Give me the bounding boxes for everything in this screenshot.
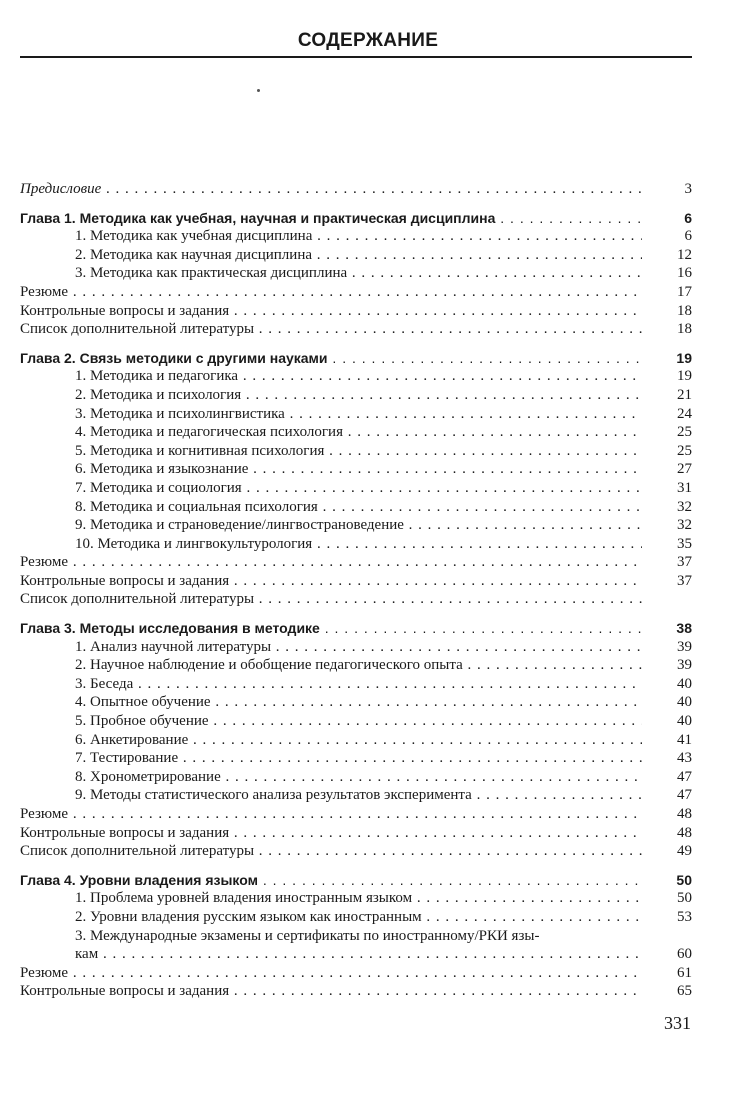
toc-page-number: 6 xyxy=(684,209,692,226)
toc-entry-title: 1. Методика как учебная дисциплина . . . xyxy=(75,227,642,246)
toc-row xyxy=(20,842,692,861)
toc-entry-title: 1. Методика и педагогика . . . xyxy=(75,367,642,386)
toc-entry-title: Глава 2. Связь методики с другими науками . . . xyxy=(20,349,642,368)
toc-page-number: 48 xyxy=(677,824,692,841)
toc-entry-title: 2. Научное наблюдение и обобщение педагогического опыта . . . xyxy=(75,656,642,675)
toc-entry-title: 8. Методика и социальная психология . . . xyxy=(75,498,642,517)
toc-page-number: 39 xyxy=(677,638,692,655)
toc-row xyxy=(20,227,692,246)
toc-entry-title: 9. Методика и страноведение/лингвострановедение . . . xyxy=(75,516,642,535)
toc-row xyxy=(20,479,692,498)
toc-row xyxy=(20,712,692,731)
toc-row xyxy=(20,731,692,750)
toc-page-number: 40 xyxy=(677,694,692,711)
toc-page-number: 60 xyxy=(677,946,692,963)
toc-page-number: 37 xyxy=(677,554,692,571)
toc-row xyxy=(20,553,692,572)
toc-row xyxy=(20,423,692,442)
toc-page-number: 27 xyxy=(677,461,692,478)
toc-row xyxy=(20,656,692,675)
toc-entry-title: Резюме . . . xyxy=(20,964,642,983)
toc-page-number: 3 xyxy=(684,181,692,197)
toc-entry-title: 7. Методика и социология . . . xyxy=(75,479,642,498)
toc-row xyxy=(20,180,692,199)
toc-page-number: 50 xyxy=(676,871,692,888)
toc-page-number: 32 xyxy=(677,517,692,534)
toc-entry-title: 2. Методика и психология . . . xyxy=(75,386,642,405)
toc-row xyxy=(20,535,692,554)
toc-entry-title: 1. Анализ научной литературы . . . xyxy=(75,638,642,657)
toc-page-number: 43 xyxy=(677,750,692,767)
toc-row xyxy=(20,945,692,964)
toc-entry-title: Глава 1. Методика как учебная, научная и практическая дисциплина . . . xyxy=(20,209,642,228)
toc-row xyxy=(20,982,692,1001)
toc-page-number: 35 xyxy=(677,535,692,552)
toc-entry-title: Предисловие . . . xyxy=(20,180,642,199)
toc-entry-title: 2. Уровни владения русским языком как иностранным . . . xyxy=(75,908,642,927)
toc-row xyxy=(20,964,692,983)
toc-entry-title: Список дополнительной литературы . . . xyxy=(20,320,642,339)
toc-entry-title: 6. Методика и языкознание . . . xyxy=(75,460,642,479)
toc-row xyxy=(20,367,692,386)
speck-dot xyxy=(257,89,260,92)
toc-page-number: 53 xyxy=(677,908,692,925)
toc-entry-title: 2. Методика как научная дисциплина . . . xyxy=(75,246,642,265)
toc-entry-title: 3. Беседа . . . xyxy=(75,675,642,694)
toc-page-number: 16 xyxy=(677,265,692,282)
toc-page-number: 41 xyxy=(677,731,692,748)
toc-chapter-row xyxy=(20,871,692,890)
toc-entry-title: 3. Международные экзамены и сертификаты по иностранному/РКИ язы- xyxy=(75,927,540,944)
toc-row xyxy=(20,516,692,535)
toc-page-number: 31 xyxy=(677,479,692,496)
toc-row xyxy=(20,246,692,265)
toc-entry-title: Контрольные вопросы и задания . . . xyxy=(20,982,642,1001)
toc-page-number: 25 xyxy=(677,442,692,459)
toc-page-number: 40 xyxy=(677,713,692,730)
toc-row xyxy=(20,498,692,517)
toc-row xyxy=(20,693,692,712)
toc-page-number: 50 xyxy=(677,890,692,907)
toc-page-number: 19 xyxy=(676,349,692,366)
toc-entry-title: 1. Проблема уровней владения иностранным языком . . . xyxy=(75,889,642,908)
toc-entry-title: Список дополнительной литературы . . . xyxy=(20,842,642,861)
toc-page-number: 39 xyxy=(677,657,692,674)
toc-page-number: 38 xyxy=(676,620,692,637)
toc-entry-title: 3. Методика как практическая дисциплина . . . xyxy=(75,264,642,283)
toc-page-number: 48 xyxy=(677,806,692,822)
toc-entry-title: 5. Пробное обучение . . . xyxy=(75,712,642,731)
toc-chapter-row xyxy=(20,619,692,638)
toc-page-number: 47 xyxy=(677,768,692,785)
toc-row xyxy=(20,405,692,424)
toc-entry-title: 9. Методы статистического анализа результатов эксперимента . . . xyxy=(75,786,642,805)
table-of-contents xyxy=(20,180,692,1001)
toc-row xyxy=(20,590,692,609)
toc-row xyxy=(20,927,692,946)
toc-page-number: 18 xyxy=(677,302,692,319)
toc-page-number: 47 xyxy=(677,787,692,804)
toc-row xyxy=(20,768,692,787)
toc-entry-title: 8. Хронометрирование . . . xyxy=(75,768,642,787)
toc-entry-title: 4. Методика и педагогическая психология . . . xyxy=(75,423,642,442)
toc-entry-title: Список дополнительной литературы . . . xyxy=(20,590,642,609)
toc-page-number: 65 xyxy=(677,983,692,1000)
toc-row xyxy=(20,320,692,339)
toc-page-number: 24 xyxy=(677,405,692,422)
toc-row xyxy=(20,386,692,405)
toc-entry-title: 5. Методика и когнитивная психология . . . xyxy=(75,442,642,461)
toc-entry-title: Контрольные вопросы и задания . . . xyxy=(20,302,642,321)
toc-row xyxy=(20,749,692,768)
toc-entry-title: Глава 3. Методы исследования в методике . . . xyxy=(20,619,642,638)
toc-entry-title: 10. Методика и лингвокультурология . . . xyxy=(75,535,642,554)
toc-entry-title: Резюме . . . xyxy=(20,553,642,572)
toc-entry-title: Контрольные вопросы и задания . . . xyxy=(20,824,642,843)
toc-chapter-row xyxy=(20,349,692,368)
toc-row xyxy=(20,786,692,805)
toc-entry-title: 3. Методика и психолингвистика . . . xyxy=(75,405,642,424)
toc-page-number: 19 xyxy=(677,368,692,385)
title-rule xyxy=(20,56,692,58)
toc-row xyxy=(20,824,692,843)
toc-row xyxy=(20,638,692,657)
page-title: СОДЕРЖАНИЕ xyxy=(297,30,439,51)
toc-page-number: 32 xyxy=(677,498,692,515)
toc-row xyxy=(20,572,692,591)
toc-row xyxy=(20,675,692,694)
toc-page-number: 18 xyxy=(677,321,692,338)
toc-page-number: 61 xyxy=(677,964,692,981)
toc-page-number: 6 xyxy=(684,228,692,245)
toc-page-number: 25 xyxy=(677,424,692,441)
toc-entry-title: 7. Тестирование . . . xyxy=(75,749,642,768)
toc-entry-title: Резюме . . . xyxy=(20,805,642,824)
toc-entry-title: кам . . . xyxy=(75,945,642,964)
toc-row xyxy=(20,442,692,461)
toc-entry-title: 6. Анкетирование . . . xyxy=(75,731,642,750)
toc-row xyxy=(20,283,692,302)
toc-row xyxy=(20,460,692,479)
toc-page-number: 12 xyxy=(677,246,692,263)
toc-row xyxy=(20,302,692,321)
toc-row xyxy=(20,889,692,908)
toc-row xyxy=(20,908,692,927)
toc-page-number: 37 xyxy=(677,572,692,589)
toc-page-number: 17 xyxy=(677,283,692,300)
toc-row xyxy=(20,264,692,283)
toc-chapter-row xyxy=(20,209,692,228)
toc-entry-title: Контрольные вопросы и задания . . . xyxy=(20,572,642,591)
toc-entry-title: Глава 4. Уровни владения языком . . . xyxy=(20,871,642,890)
toc-entry-title: Резюме . . . xyxy=(20,283,642,302)
toc-row xyxy=(20,805,692,824)
page-number: 331 xyxy=(664,1013,691,1033)
toc-page-number: 49 xyxy=(677,843,692,860)
toc-entry-title: 4. Опытное обучение . . . xyxy=(75,693,642,712)
toc-page-number: 40 xyxy=(677,675,692,692)
toc-page-number: 21 xyxy=(677,386,692,403)
